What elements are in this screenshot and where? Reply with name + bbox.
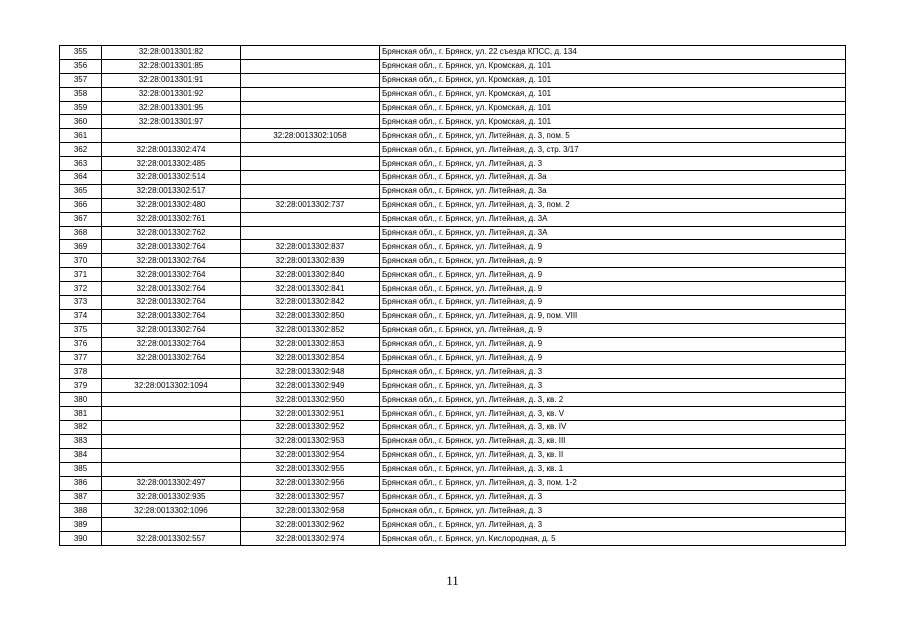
table-row [60,421,846,435]
address-cell: Брянская обл., г. Брянск, ул. Литейная, д. 3, кв. V [380,407,846,421]
related-cadastral-number-cell: 32:28:0013302:958 [241,504,380,518]
address-cell: Брянская обл., г. Брянск, ул. Литейная, д. 9 [380,351,846,365]
address-cell: Брянская обл., г. Брянск, ул. Литейная, д. 3 [380,504,846,518]
table-row [60,393,846,407]
cadastral-number-cell: 32:28:0013302:764 [102,282,241,296]
address-cell: Брянская обл., г. Брянск, ул. Литейная, д. 3, стр. 3/17 [380,143,846,157]
cadastral-number-cell: 32:28:0013302:517 [102,184,241,198]
row-number-cell: 376 [60,337,102,351]
row-number-cell: 371 [60,268,102,282]
row-number-cell: 389 [60,518,102,532]
related-cadastral-number-cell [241,73,380,87]
address-cell: Брянская обл., г. Брянск, ул. Литейная, д. 9 [380,296,846,310]
cadastral-number-cell [102,462,241,476]
cadastral-number-cell: 32:28:0013302:1094 [102,379,241,393]
table-row [60,198,846,212]
related-cadastral-number-cell [241,143,380,157]
table-row [60,365,846,379]
cadastral-number-cell: 32:28:0013302:557 [102,532,241,546]
related-cadastral-number-cell: 32:28:0013302:737 [241,198,380,212]
cadastral-number-cell: 32:28:0013302:497 [102,476,241,490]
row-number-cell: 380 [60,393,102,407]
table-row [60,87,846,101]
table-row [60,309,846,323]
cadastral-number-cell: 32:28:0013302:764 [102,323,241,337]
address-cell: Брянская обл., г. Брянск, ул. Литейная, д. 9 [380,268,846,282]
address-cell: Брянская обл., г. Брянск, ул. 22 съезда КПСС, д. 134 [380,46,846,60]
cadastral-registry-table [59,45,846,546]
related-cadastral-number-cell: 32:28:0013302:956 [241,476,380,490]
address-cell: Брянская обл., г. Брянск, ул. Литейная, д. 3, кв. II [380,448,846,462]
related-cadastral-number-cell [241,226,380,240]
row-number-cell: 368 [60,226,102,240]
related-cadastral-number-cell: 32:28:0013302:948 [241,365,380,379]
address-cell: Брянская обл., г. Брянск, ул. Литейная, д. 3А [380,212,846,226]
row-number-cell: 384 [60,448,102,462]
row-number-cell: 387 [60,490,102,504]
row-number-cell: 364 [60,171,102,185]
row-number-cell: 355 [60,46,102,60]
table-row [60,226,846,240]
address-cell: Брянская обл., г. Брянск, ул. Кромская, д. 101 [380,59,846,73]
table-row [60,351,846,365]
registry-table-body [60,46,846,546]
row-number-cell: 382 [60,421,102,435]
address-cell: Брянская обл., г. Брянск, ул. Литейная, д. 3, пом. 1-2 [380,476,846,490]
related-cadastral-number-cell: 32:28:0013302:852 [241,323,380,337]
cadastral-number-cell [102,448,241,462]
related-cadastral-number-cell [241,171,380,185]
cadastral-number-cell: 32:28:0013302:480 [102,198,241,212]
table-row [60,59,846,73]
address-cell: Брянская обл., г. Брянск, ул. Литейная, д. 3, кв. 1 [380,462,846,476]
cadastral-number-cell: 32:28:0013301:95 [102,101,241,115]
address-cell: Брянская обл., г. Брянск, ул. Кромская, д. 101 [380,101,846,115]
row-number-cell: 359 [60,101,102,115]
row-number-cell: 374 [60,309,102,323]
address-cell: Брянская обл., г. Брянск, ул. Литейная, д. 3а [380,184,846,198]
row-number-cell: 363 [60,157,102,171]
row-number-cell: 378 [60,365,102,379]
cadastral-number-cell [102,393,241,407]
row-number-cell: 386 [60,476,102,490]
row-number-cell: 375 [60,323,102,337]
table-row [60,434,846,448]
row-number-cell: 356 [60,59,102,73]
cadastral-number-cell: 32:28:0013301:97 [102,115,241,129]
table-row [60,254,846,268]
address-cell: Брянская обл., г. Брянск, ул. Литейная, д. 3, кв. 2 [380,393,846,407]
table-row [60,407,846,421]
address-cell: Брянская обл., г. Брянск, ул. Литейная, д. 9 [380,323,846,337]
address-cell: Брянская обл., г. Брянск, ул. Кромская, д. 101 [380,73,846,87]
related-cadastral-number-cell: 32:28:0013302:955 [241,462,380,476]
row-number-cell: 362 [60,143,102,157]
row-number-cell: 379 [60,379,102,393]
related-cadastral-number-cell: 32:28:0013302:839 [241,254,380,268]
cadastral-number-cell [102,518,241,532]
cadastral-number-cell: 32:28:0013302:762 [102,226,241,240]
cadastral-number-cell: 32:28:0013302:764 [102,240,241,254]
address-cell: Брянская обл., г. Брянск, ул. Кислородная, д. 5 [380,532,846,546]
row-number-cell: 372 [60,282,102,296]
cadastral-number-cell: 32:28:0013302:935 [102,490,241,504]
address-cell: Брянская обл., г. Брянск, ул. Литейная, д. 3, кв. IV [380,421,846,435]
table-row [60,184,846,198]
table-row [60,240,846,254]
table-row [60,476,846,490]
related-cadastral-number-cell [241,115,380,129]
related-cadastral-number-cell: 32:28:0013302:842 [241,296,380,310]
row-number-cell: 385 [60,462,102,476]
table-row [60,46,846,60]
table-row [60,518,846,532]
related-cadastral-number-cell: 32:28:0013302:853 [241,337,380,351]
related-cadastral-number-cell [241,101,380,115]
related-cadastral-number-cell: 32:28:0013302:962 [241,518,380,532]
row-number-cell: 373 [60,296,102,310]
table-row [60,379,846,393]
related-cadastral-number-cell: 32:28:0013302:951 [241,407,380,421]
address-cell: Брянская обл., г. Брянск, ул. Литейная, д. 3, кв. III [380,434,846,448]
table-row [60,171,846,185]
table-row [60,490,846,504]
row-number-cell: 390 [60,532,102,546]
address-cell: Брянская обл., г. Брянск, ул. Литейная, д. 3 [380,518,846,532]
related-cadastral-number-cell: 32:28:0013302:850 [241,309,380,323]
row-number-cell: 377 [60,351,102,365]
row-number-cell: 370 [60,254,102,268]
page-number: 11 [446,573,459,588]
cadastral-number-cell: 32:28:0013302:485 [102,157,241,171]
cadastral-number-cell: 32:28:0013302:514 [102,171,241,185]
cadastral-number-cell [102,407,241,421]
related-cadastral-number-cell: 32:28:0013302:837 [241,240,380,254]
table-row [60,323,846,337]
related-cadastral-number-cell: 32:28:0013302:949 [241,379,380,393]
cadastral-number-cell: 32:28:0013302:1096 [102,504,241,518]
cadastral-number-cell: 32:28:0013302:764 [102,337,241,351]
address-cell: Брянская обл., г. Брянск, ул. Кромская, д. 101 [380,115,846,129]
table-row [60,532,846,546]
table-row [60,115,846,129]
related-cadastral-number-cell: 32:28:0013302:974 [241,532,380,546]
cadastral-number-cell: 32:28:0013301:91 [102,73,241,87]
related-cadastral-number-cell: 32:28:0013302:953 [241,434,380,448]
cadastral-number-cell: 32:28:0013302:474 [102,143,241,157]
address-cell: Брянская обл., г. Брянск, ул. Литейная, д. 3 [380,157,846,171]
cadastral-number-cell [102,434,241,448]
table-row [60,337,846,351]
related-cadastral-number-cell: 32:28:0013302:1058 [241,129,380,143]
related-cadastral-number-cell [241,59,380,73]
table-row [60,268,846,282]
address-cell: Брянская обл., г. Брянск, ул. Литейная, д. 9 [380,240,846,254]
row-number-cell: 357 [60,73,102,87]
cadastral-number-cell: 32:28:0013302:761 [102,212,241,226]
address-cell: Брянская обл., г. Брянск, ул. Литейная, д. 9 [380,254,846,268]
address-cell: Брянская обл., г. Брянск, ул. Литейная, д. 3а [380,171,846,185]
cadastral-number-cell: 32:28:0013302:764 [102,351,241,365]
row-number-cell: 360 [60,115,102,129]
table-row [60,73,846,87]
row-number-cell: 361 [60,129,102,143]
table-row [60,448,846,462]
address-cell: Брянская обл., г. Брянск, ул. Литейная, д. 9, пом. VIII [380,309,846,323]
cadastral-number-cell: 32:28:0013302:764 [102,309,241,323]
related-cadastral-number-cell [241,87,380,101]
cadastral-number-cell: 32:28:0013302:764 [102,254,241,268]
cadastral-number-cell: 32:28:0013301:92 [102,87,241,101]
row-number-cell: 383 [60,434,102,448]
related-cadastral-number-cell [241,157,380,171]
table-row [60,157,846,171]
related-cadastral-number-cell: 32:28:0013302:957 [241,490,380,504]
table-row [60,129,846,143]
related-cadastral-number-cell [241,184,380,198]
address-cell: Брянская обл., г. Брянск, ул. Литейная, д. 9 [380,337,846,351]
cadastral-number-cell [102,129,241,143]
address-cell: Брянская обл., г. Брянск, ул. Литейная, д. 3, пом. 2 [380,198,846,212]
row-number-cell: 369 [60,240,102,254]
cadastral-number-cell: 32:28:0013301:85 [102,59,241,73]
address-cell: Брянская обл., г. Брянск, ул. Литейная, д. 3 [380,365,846,379]
address-cell: Брянская обл., г. Брянск, ул. Литейная, д. 3 [380,379,846,393]
address-cell: Брянская обл., г. Брянск, ул. Литейная, д. 3 [380,490,846,504]
table-row [60,462,846,476]
cadastral-number-cell [102,365,241,379]
row-number-cell: 365 [60,184,102,198]
address-cell: Брянская обл., г. Брянск, ул. Литейная, д. 3, пом. 5 [380,129,846,143]
cadastral-number-cell [102,421,241,435]
related-cadastral-number-cell: 32:28:0013302:954 [241,448,380,462]
table-row [60,101,846,115]
table-row [60,282,846,296]
related-cadastral-number-cell [241,46,380,60]
row-number-cell: 358 [60,87,102,101]
related-cadastral-number-cell: 32:28:0013302:854 [241,351,380,365]
row-number-cell: 381 [60,407,102,421]
cadastral-number-cell: 32:28:0013302:764 [102,268,241,282]
table-row [60,504,846,518]
related-cadastral-number-cell: 32:28:0013302:950 [241,393,380,407]
related-cadastral-number-cell: 32:28:0013302:952 [241,421,380,435]
row-number-cell: 367 [60,212,102,226]
related-cadastral-number-cell: 32:28:0013302:840 [241,268,380,282]
related-cadastral-number-cell [241,212,380,226]
table-row [60,143,846,157]
address-cell: Брянская обл., г. Брянск, ул. Литейная, д. 3А [380,226,846,240]
cadastral-number-cell: 32:28:0013301:82 [102,46,241,60]
cadastral-number-cell: 32:28:0013302:764 [102,296,241,310]
related-cadastral-number-cell: 32:28:0013302:841 [241,282,380,296]
table-row [60,296,846,310]
table-row [60,212,846,226]
address-cell: Брянская обл., г. Брянск, ул. Литейная, д. 9 [380,282,846,296]
row-number-cell: 366 [60,198,102,212]
row-number-cell: 388 [60,504,102,518]
address-cell: Брянская обл., г. Брянск, ул. Кромская, д. 101 [380,87,846,101]
